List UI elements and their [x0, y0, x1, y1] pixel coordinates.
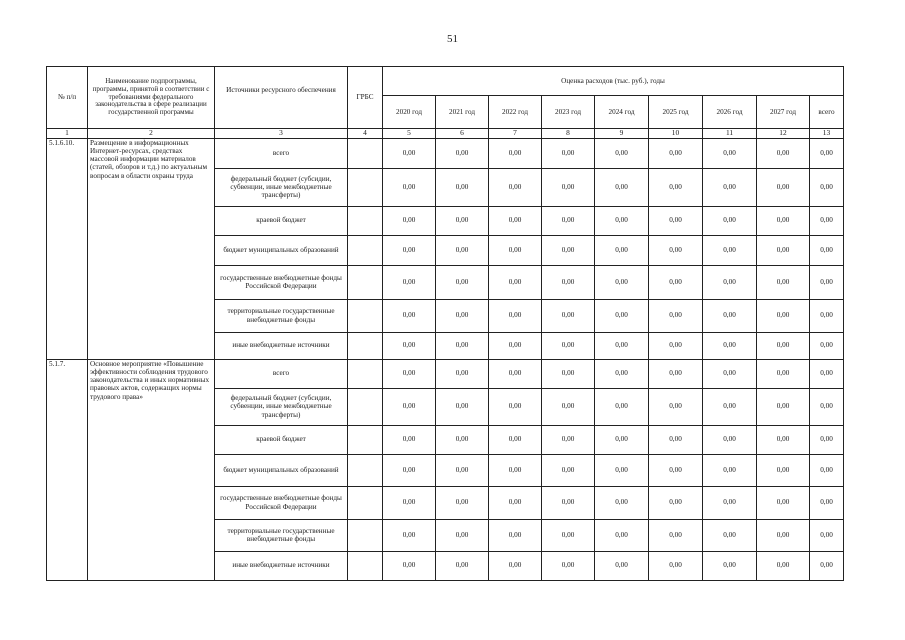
value-cell: 0,00: [757, 388, 810, 425]
value-cell: 0,00: [649, 425, 703, 454]
value-cell: 0,00: [436, 454, 489, 486]
value-cell: 0,00: [383, 519, 436, 551]
column-number: 13: [810, 129, 844, 139]
value-cell: 0,00: [542, 168, 595, 206]
row-number: 5.1.7.: [47, 359, 88, 580]
value-cell: 0,00: [810, 138, 844, 168]
value-cell: 0,00: [757, 454, 810, 486]
funding-source: территориальные государственные внебюджетные фонды: [215, 299, 348, 332]
value-cell: 0,00: [383, 388, 436, 425]
value-cell: 0,00: [595, 359, 649, 388]
funding-source: бюджет муниципальных образований: [215, 235, 348, 265]
value-cell: 0,00: [489, 425, 542, 454]
value-cell: 0,00: [489, 551, 542, 580]
value-cell: 0,00: [757, 206, 810, 235]
value-cell: 0,00: [383, 265, 436, 299]
value-cell: 0,00: [703, 299, 757, 332]
activity-name: Основное мероприятие «Повышение эффективности соблюдения трудового законодательства и иных нормативных правовых актов, содержащих нормы трудового права»: [88, 359, 215, 580]
value-cell: 0,00: [810, 551, 844, 580]
value-cell: 0,00: [810, 388, 844, 425]
value-cell: 0,00: [703, 486, 757, 519]
value-cell: 0,00: [436, 519, 489, 551]
column-number: 6: [436, 129, 489, 139]
value-cell: 0,00: [489, 265, 542, 299]
grbs-cell: [348, 299, 383, 332]
funding-source: федеральный бюджет (субсидии, субвенции, иные межбюджетные трансферты): [215, 388, 348, 425]
value-cell: 0,00: [489, 299, 542, 332]
value-cell: 0,00: [703, 168, 757, 206]
value-cell: 0,00: [542, 265, 595, 299]
budget-table: [46, 66, 844, 581]
value-cell: 0,00: [383, 206, 436, 235]
value-cell: 0,00: [649, 206, 703, 235]
value-cell: 0,00: [757, 519, 810, 551]
value-cell: 0,00: [383, 359, 436, 388]
value-cell: 0,00: [436, 265, 489, 299]
value-cell: 0,00: [489, 206, 542, 235]
value-cell: 0,00: [703, 454, 757, 486]
header-year: 2021 год: [436, 96, 489, 129]
value-cell: 0,00: [703, 519, 757, 551]
row-number: 5.1.6.10.: [47, 138, 88, 359]
grbs-cell: [348, 425, 383, 454]
grbs-cell: [348, 206, 383, 235]
value-cell: 0,00: [810, 332, 844, 359]
value-cell: 0,00: [595, 168, 649, 206]
value-cell: 0,00: [757, 299, 810, 332]
value-cell: 0,00: [649, 388, 703, 425]
value-cell: 0,00: [810, 486, 844, 519]
value-cell: 0,00: [810, 265, 844, 299]
header-estimate: Оценка расходов (тыс. руб.), годы: [383, 67, 844, 96]
value-cell: 0,00: [810, 454, 844, 486]
value-cell: 0,00: [703, 235, 757, 265]
grbs-cell: [348, 138, 383, 168]
value-cell: 0,00: [703, 138, 757, 168]
grbs-cell: [348, 265, 383, 299]
value-cell: 0,00: [757, 486, 810, 519]
value-cell: 0,00: [810, 519, 844, 551]
value-cell: 0,00: [649, 551, 703, 580]
value-cell: 0,00: [542, 388, 595, 425]
header-year: 2025 год: [649, 96, 703, 129]
value-cell: 0,00: [595, 332, 649, 359]
funding-source: государственные внебюджетные фонды Российской Федерации: [215, 265, 348, 299]
value-cell: 0,00: [489, 168, 542, 206]
value-cell: 0,00: [703, 206, 757, 235]
grbs-cell: [348, 486, 383, 519]
funding-source: территориальные государственные внебюджетные фонды: [215, 519, 348, 551]
funding-source: краевой бюджет: [215, 425, 348, 454]
value-cell: 0,00: [595, 138, 649, 168]
value-cell: 0,00: [383, 454, 436, 486]
header-year: 2022 год: [489, 96, 542, 129]
value-cell: 0,00: [489, 454, 542, 486]
value-cell: 0,00: [595, 299, 649, 332]
value-cell: 0,00: [649, 454, 703, 486]
header-source: Источники ресурсного обеспечения: [215, 67, 348, 129]
funding-source: государственные внебюджетные фонды Российской Федерации: [215, 486, 348, 519]
funding-source: всего: [215, 138, 348, 168]
value-cell: 0,00: [649, 332, 703, 359]
value-cell: 0,00: [649, 235, 703, 265]
value-cell: 0,00: [703, 425, 757, 454]
value-cell: 0,00: [436, 425, 489, 454]
column-number: 4: [348, 129, 383, 139]
column-number: 9: [595, 129, 649, 139]
value-cell: 0,00: [436, 388, 489, 425]
value-cell: 0,00: [383, 138, 436, 168]
grbs-cell: [348, 235, 383, 265]
value-cell: 0,00: [383, 551, 436, 580]
value-cell: 0,00: [436, 332, 489, 359]
grbs-cell: [348, 454, 383, 486]
value-cell: 0,00: [595, 235, 649, 265]
column-number-row: [47, 129, 844, 139]
table-row: [47, 359, 844, 388]
value-cell: 0,00: [595, 519, 649, 551]
value-cell: 0,00: [649, 519, 703, 551]
value-cell: 0,00: [489, 235, 542, 265]
value-cell: 0,00: [649, 486, 703, 519]
value-cell: 0,00: [595, 454, 649, 486]
value-cell: 0,00: [810, 235, 844, 265]
value-cell: 0,00: [542, 454, 595, 486]
value-cell: 0,00: [436, 168, 489, 206]
grbs-cell: [348, 388, 383, 425]
grbs-cell: [348, 332, 383, 359]
value-cell: 0,00: [489, 359, 542, 388]
value-cell: 0,00: [489, 519, 542, 551]
funding-source: всего: [215, 359, 348, 388]
value-cell: 0,00: [436, 235, 489, 265]
grbs-cell: [348, 519, 383, 551]
value-cell: 0,00: [383, 486, 436, 519]
value-cell: 0,00: [595, 265, 649, 299]
value-cell: 0,00: [489, 388, 542, 425]
value-cell: 0,00: [436, 299, 489, 332]
column-number: 10: [649, 129, 703, 139]
value-cell: 0,00: [542, 486, 595, 519]
value-cell: 0,00: [649, 138, 703, 168]
column-number: 7: [489, 129, 542, 139]
funding-source: иные внебюджетные источники: [215, 332, 348, 359]
value-cell: 0,00: [383, 299, 436, 332]
header-year: всего: [810, 96, 844, 129]
value-cell: 0,00: [542, 425, 595, 454]
header-num: № п/п: [47, 67, 88, 129]
column-number: 11: [703, 129, 757, 139]
value-cell: 0,00: [649, 359, 703, 388]
value-cell: 0,00: [542, 359, 595, 388]
value-cell: 0,00: [489, 332, 542, 359]
value-cell: 0,00: [757, 138, 810, 168]
header-name: Наименование подпрограммы, программы, принятой в соответствии с требованиями федерального законодательства в сфере реализации государственной программы: [88, 67, 215, 129]
value-cell: 0,00: [383, 332, 436, 359]
value-cell: 0,00: [489, 486, 542, 519]
value-cell: 0,00: [810, 168, 844, 206]
value-cell: 0,00: [542, 299, 595, 332]
value-cell: 0,00: [436, 486, 489, 519]
value-cell: 0,00: [703, 388, 757, 425]
value-cell: 0,00: [542, 332, 595, 359]
value-cell: 0,00: [810, 359, 844, 388]
page-number: 51: [447, 33, 458, 45]
header-year: 2026 год: [703, 96, 757, 129]
table-body: [47, 67, 844, 581]
funding-source: бюджет муниципальных образований: [215, 454, 348, 486]
funding-source: краевой бюджет: [215, 206, 348, 235]
value-cell: 0,00: [703, 359, 757, 388]
funding-source: иные внебюджетные источники: [215, 551, 348, 580]
value-cell: 0,00: [383, 425, 436, 454]
value-cell: 0,00: [757, 168, 810, 206]
value-cell: 0,00: [757, 551, 810, 580]
value-cell: 0,00: [383, 168, 436, 206]
value-cell: 0,00: [649, 168, 703, 206]
column-number: 5: [383, 129, 436, 139]
header-year: 2020 год: [383, 96, 436, 129]
column-number: 3: [215, 129, 348, 139]
value-cell: 0,00: [595, 388, 649, 425]
value-cell: 0,00: [542, 138, 595, 168]
column-number: 1: [47, 129, 88, 139]
value-cell: 0,00: [436, 551, 489, 580]
value-cell: 0,00: [436, 138, 489, 168]
value-cell: 0,00: [757, 332, 810, 359]
column-number: 8: [542, 129, 595, 139]
value-cell: 0,00: [489, 138, 542, 168]
value-cell: 0,00: [757, 359, 810, 388]
column-number: 2: [88, 129, 215, 139]
value-cell: 0,00: [436, 206, 489, 235]
value-cell: 0,00: [595, 425, 649, 454]
header-grbs: ГРБС: [348, 67, 383, 129]
funding-source: федеральный бюджет (субсидии, субвенции, иные межбюджетные трансферты): [215, 168, 348, 206]
value-cell: 0,00: [703, 332, 757, 359]
grbs-cell: [348, 168, 383, 206]
header-year: 2023 год: [542, 96, 595, 129]
column-number: 12: [757, 129, 810, 139]
value-cell: 0,00: [595, 206, 649, 235]
value-cell: 0,00: [542, 206, 595, 235]
value-cell: 0,00: [649, 265, 703, 299]
grbs-cell: [348, 551, 383, 580]
header-year: 2024 год: [595, 96, 649, 129]
value-cell: 0,00: [542, 235, 595, 265]
value-cell: 0,00: [810, 425, 844, 454]
value-cell: 0,00: [595, 486, 649, 519]
value-cell: 0,00: [757, 425, 810, 454]
value-cell: 0,00: [810, 299, 844, 332]
value-cell: 0,00: [757, 265, 810, 299]
grbs-cell: [348, 359, 383, 388]
value-cell: 0,00: [383, 235, 436, 265]
value-cell: 0,00: [595, 551, 649, 580]
header-year: 2027 год: [757, 96, 810, 129]
header-row-top: [47, 67, 844, 96]
value-cell: 0,00: [436, 359, 489, 388]
table-row: [47, 138, 844, 168]
value-cell: 0,00: [703, 551, 757, 580]
value-cell: 0,00: [542, 551, 595, 580]
activity-name: Размещение в информационных Интернет-ресурсах, средствах массовой информации материалов (статей, обзоров и т.д.) по актуальным вопросам в области охраны труда: [88, 138, 215, 359]
value-cell: 0,00: [703, 265, 757, 299]
value-cell: 0,00: [810, 206, 844, 235]
value-cell: 0,00: [542, 519, 595, 551]
value-cell: 0,00: [649, 299, 703, 332]
value-cell: 0,00: [757, 235, 810, 265]
